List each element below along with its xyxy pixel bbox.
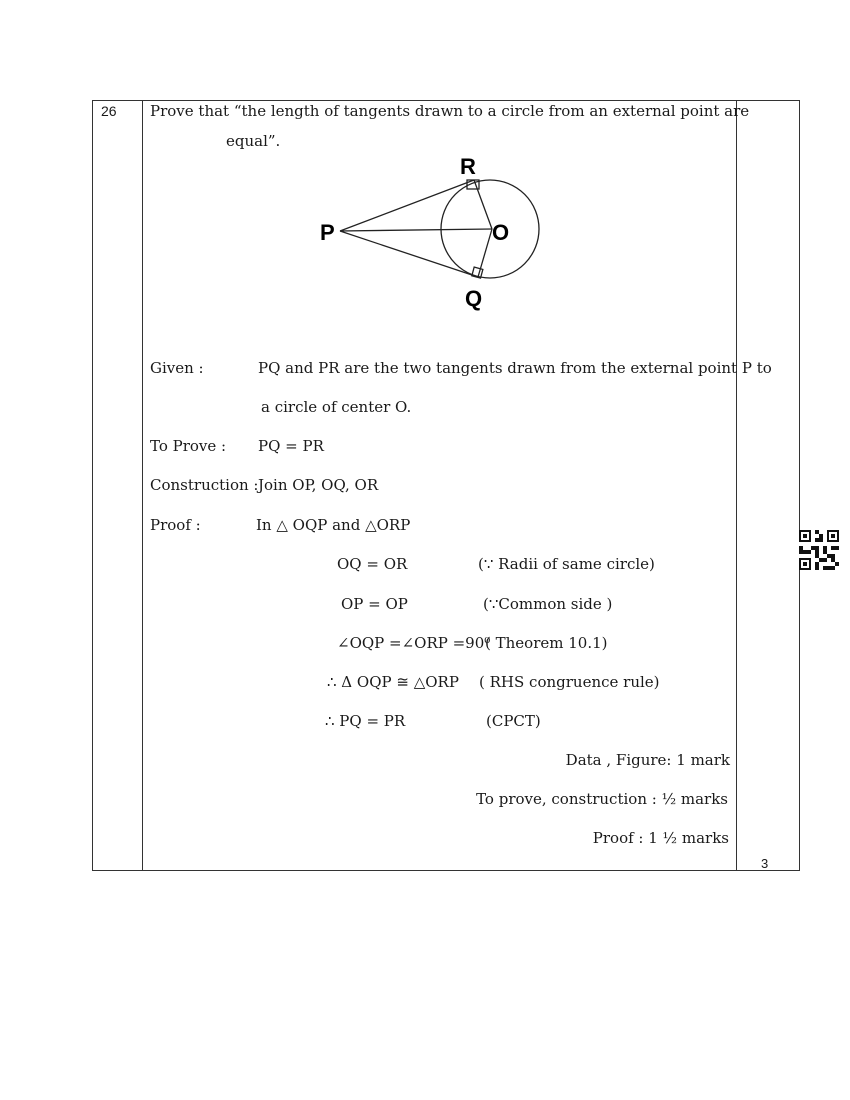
proof-intro: In △ OQP and △ORP [256,516,411,534]
qr-code-icon [799,530,839,570]
given-label: Given : [150,359,204,377]
marking-line2: To prove, construction : ½ marks [476,790,728,808]
proof-step-4-statement: ∴ Δ OQP ≅ △ORP [327,673,459,691]
radius-or [474,180,492,229]
marking-line1: Data , Figure: 1 mark [565,751,730,769]
label-r: R [460,154,476,179]
proof-step-1-statement: OQ = OR [337,555,408,573]
segment-po [340,229,492,231]
proof-step-5-statement: ∴ PQ = PR [325,712,406,730]
marks-value: 3 [761,856,769,871]
radius-oq [478,229,492,277]
marking-line3: Proof : 1 ½ marks [592,829,729,847]
label-q: Q [465,286,483,311]
question-title-line1: Prove that “the length of tangents drawn to a circle from an external point are [150,102,750,120]
proof-step-5-reason: (CPCT) [486,712,541,730]
proof-step-1-reason: (∵ Radii of same circle) [478,555,655,573]
to-prove-text: PQ = PR [258,437,324,455]
proof-step-2-reason: (∵Common side ) [483,595,613,613]
given-line2: a circle of center O. [261,398,412,416]
question-title-line2: equal”. [226,132,281,150]
proof-step-3-statement: ∠OQP =∠ORP =90⁰ [337,634,491,652]
proof-step-3-reason: ( Theorem 10.1) [485,634,608,652]
tangent-pr [340,180,474,231]
proof-step-4-reason: ( RHS congruence rule) [479,673,660,691]
construction-text: Join OP, OQ, OR [258,476,379,494]
label-p: P [320,220,335,245]
given-line1: PQ and PR are the two tangents drawn from the external point P to [258,359,772,377]
tangent-figure [0,0,850,330]
proof-step-2-statement: OP = OP [341,595,408,613]
to-prove-label: To Prove : [150,437,227,455]
proof-label: Proof : [150,516,201,534]
question-number: 26 [101,103,117,119]
tangent-pq [340,231,478,277]
label-o: O [492,220,510,245]
construction-label: Construction : [150,476,259,494]
